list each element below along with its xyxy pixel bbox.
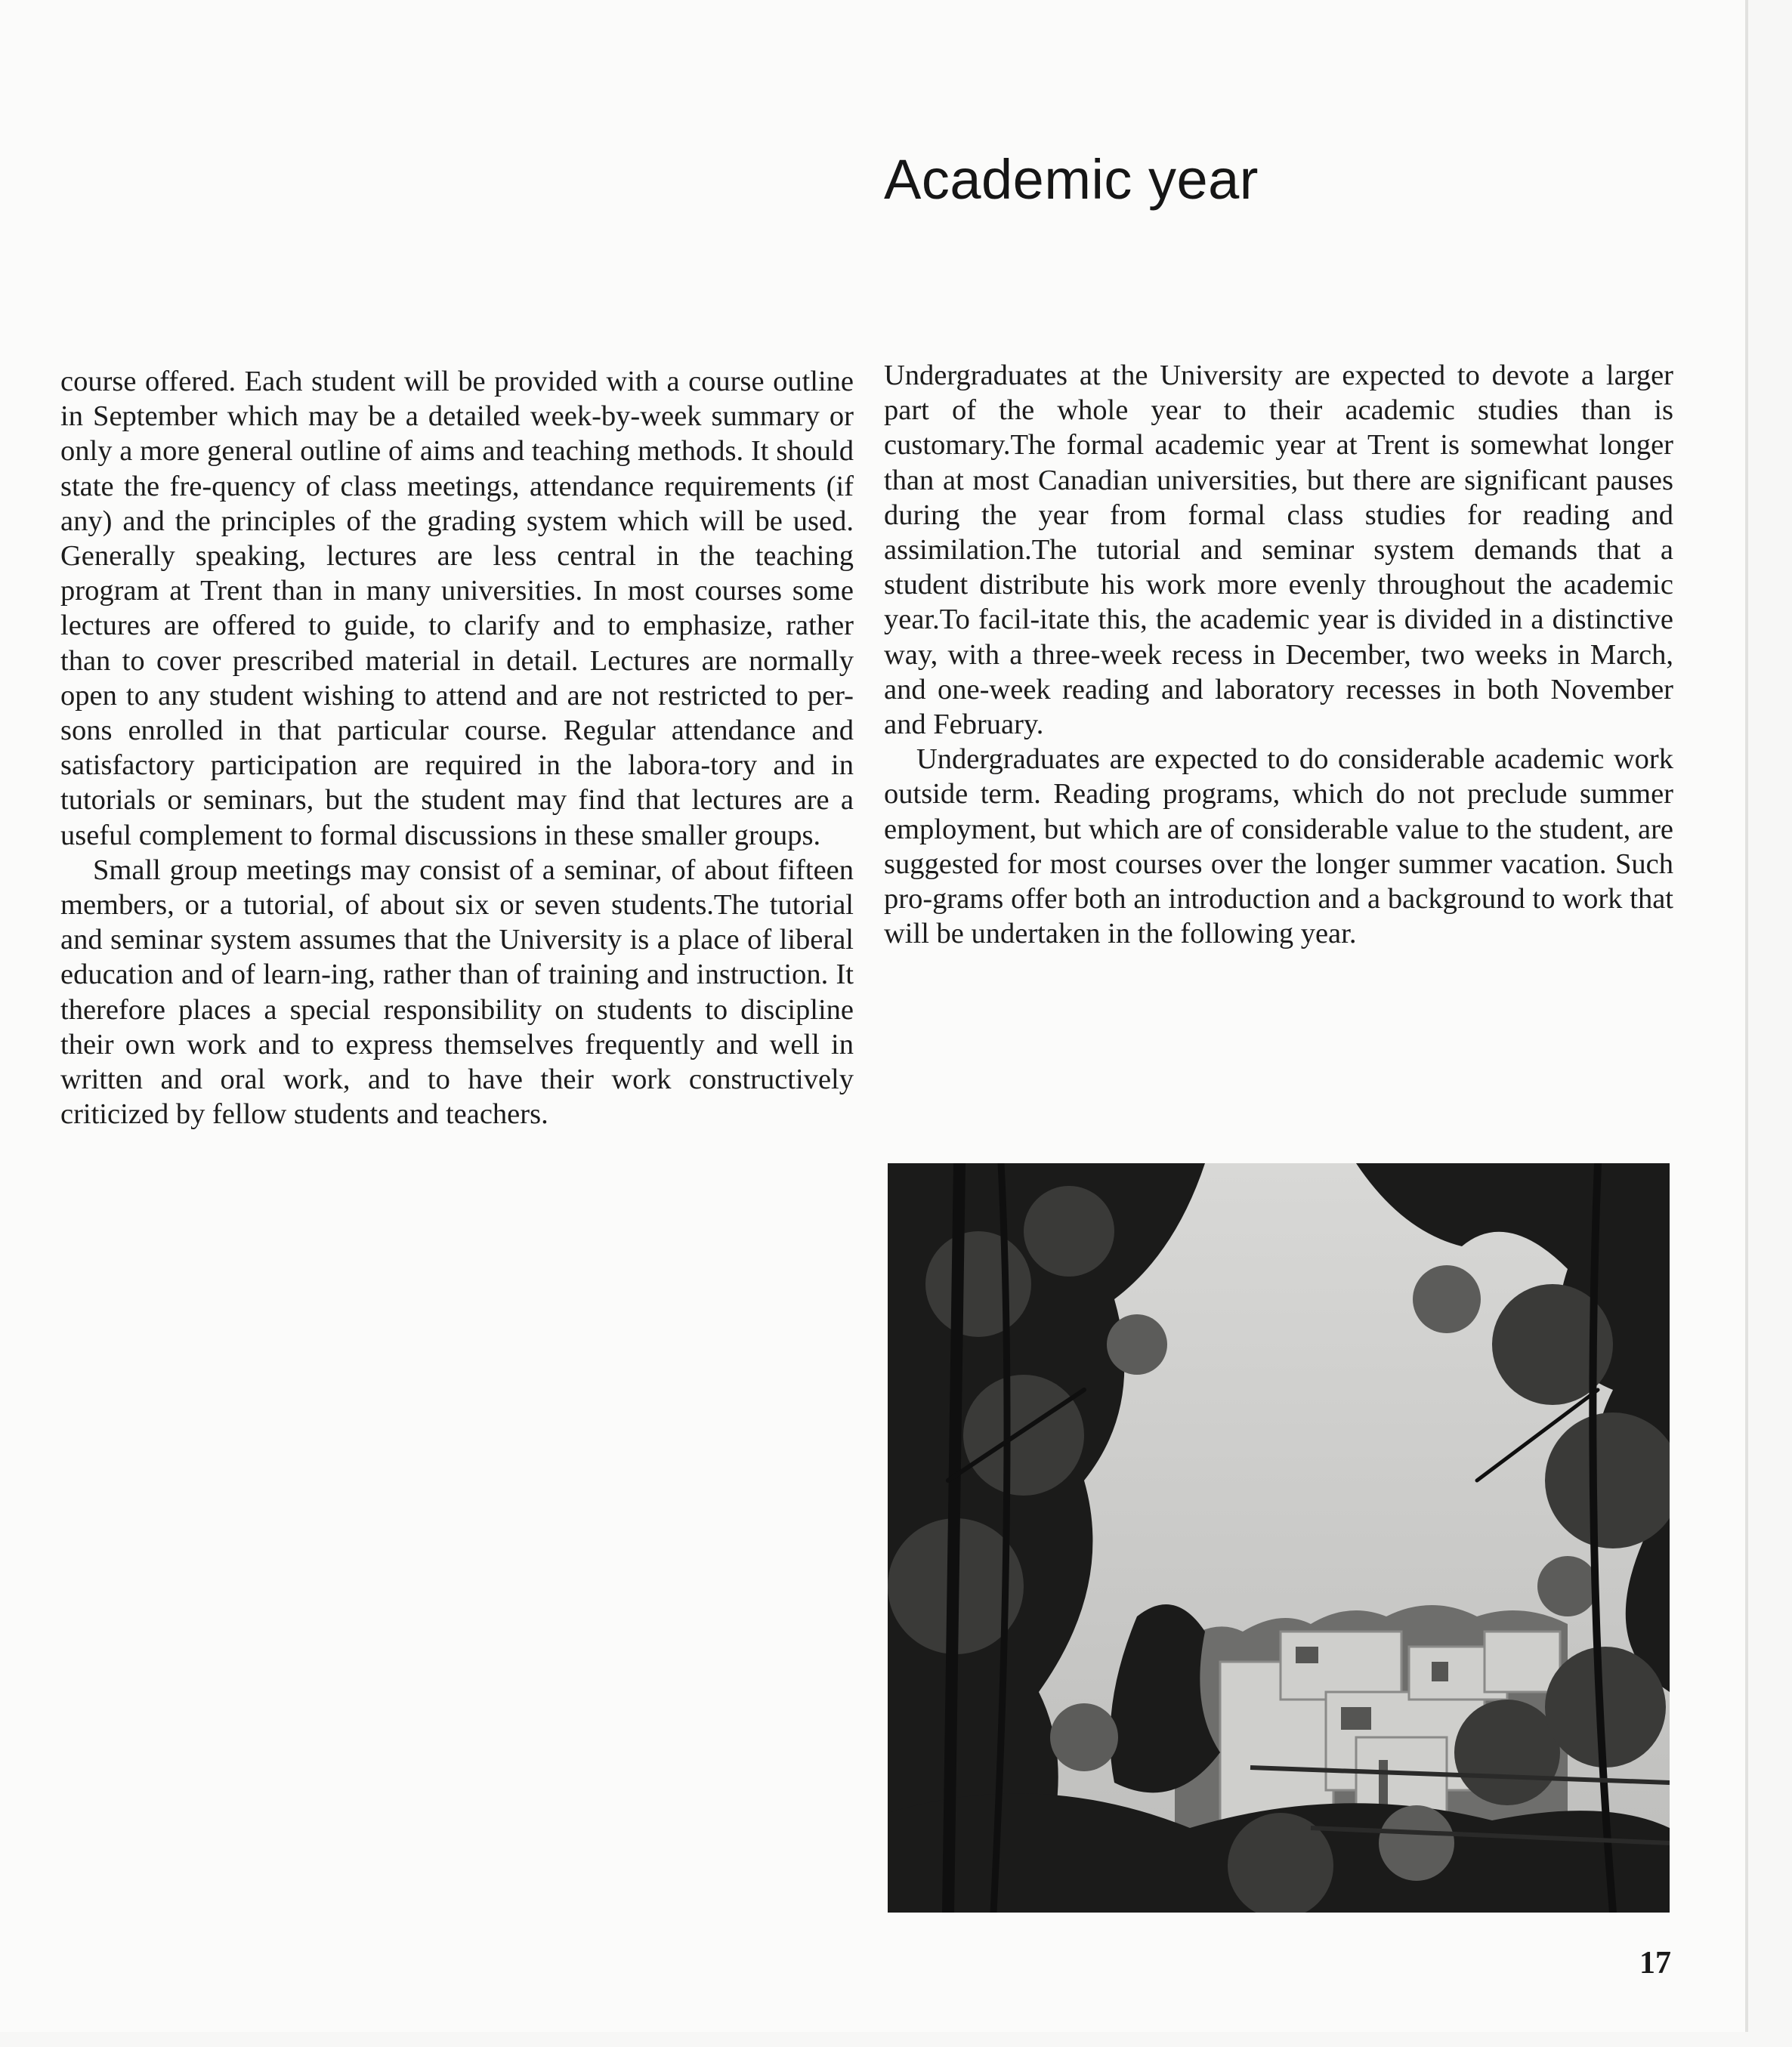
right-text-column <box>884 358 1673 951</box>
paragraph: course offered. Each student will be provided with a course outline in September which may be a detailed week-by-week summary or only a more general outline of aims and teaching methods. It should state the fre-quency of class meetings, attendance requirements (if any) and the principles of the grading system which will be used. Generally speaking, lectures are less central in the teaching program at Trent than in many universities. In most courses some lectures are offered to guide, to clarify and to emphasize, rather than to cover prescribed material in detail. Lectures are normally open to any student wishing to attend and are not restricted to per-sons enrolled in that particular course. Regular attendance and satisfactory participation are required in the labora-tory and in tutorials or seminars, but the student may find that lectures are a useful complement to formal discussions in these smaller groups. <box>60 366 854 851</box>
page-title: Academic year <box>884 148 1259 211</box>
photo-illustration <box>888 1163 1670 1913</box>
left-text-column <box>60 364 854 1132</box>
campus-photo <box>888 1163 1670 1913</box>
paragraph: Undergraduates are expected to do considerable academic work outside term. Reading programs, which do not preclude summer employment, but which are of considerable value to the student, are suggested for most courses over the longer summer vacation. Such pro-grams offer both an introduction and a background to work that will be undertaken in the following year. <box>884 743 1673 950</box>
page-number: 17 <box>1639 1946 1671 1981</box>
paragraph: Small group meetings may consist of a seminar, of about fifteen members, or a tutorial, of about six or seven students.The tutorial and seminar system assumes that the University is a place of liberal education and of learn-ing, rather than of training and instruction. It therefore places a special responsibility on students to discipline their own work and to express themselves frequently and well in written and oral work, and to have their work constructively criticized by fellow students and teachers. <box>60 854 854 1131</box>
paragraph: Undergraduates at the University are expected to devote a larger part of the whole year to their academic studies than is customary.The formal academic year at Trent is somewhat longer than at most Canadian universities, but there are significant pauses during the year from formal class studies for reading and assimilation.The tutorial and seminar system demands that a student distribute his work more evenly throughout the academic year.To facil-itate this, the academic year is divided in a distinctive way, with a three-week recess in December, two weeks in March, and one-week reading and laboratory recesses in both November and February. <box>884 360 1673 741</box>
